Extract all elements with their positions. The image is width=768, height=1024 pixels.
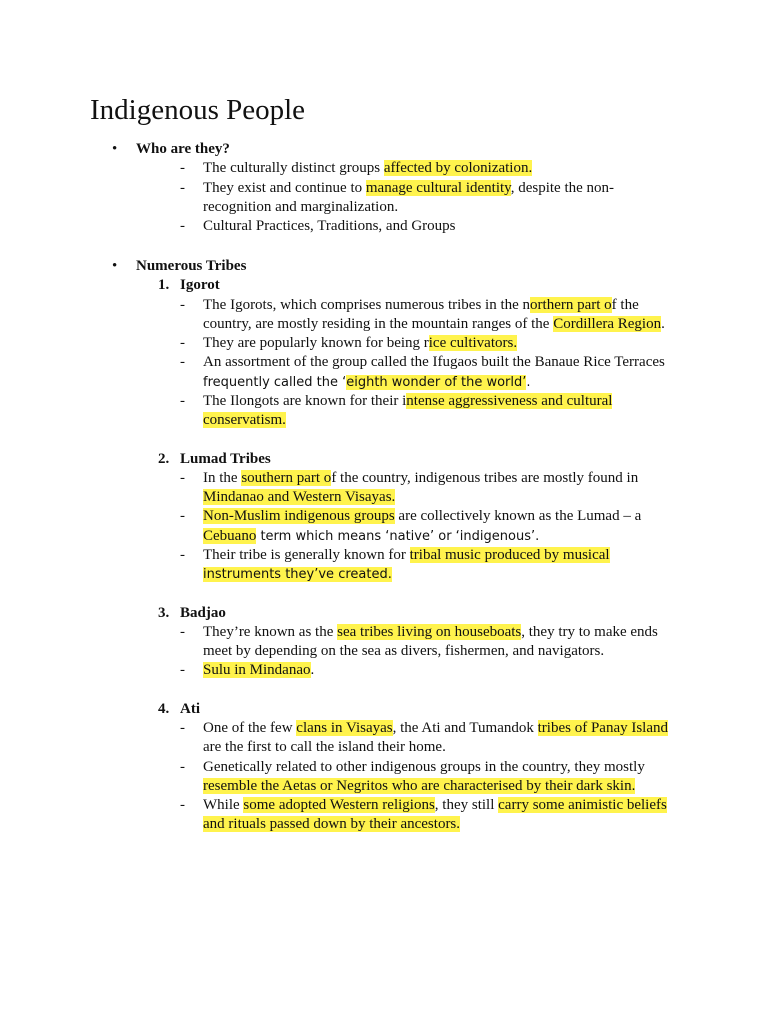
- section-heading-who: Who are they?: [136, 141, 230, 157]
- dash-icon: -: [180, 797, 185, 813]
- list-item: They exist and continue to manage cultural identity, despite the non-: [203, 180, 615, 196]
- dash-icon: -: [180, 470, 185, 486]
- tribe-heading-ati: Ati: [180, 701, 200, 717]
- list-item: An assortment of the group called the Ifugaos built the Banaue Rice Terraces: [203, 354, 665, 370]
- list-item: The Ilongots are known for their intense aggressiveness and cultural: [203, 393, 613, 409]
- list-item: They are popularly known for being rice cultivators.: [203, 335, 518, 351]
- list-item-continuation: conservatism.: [203, 412, 286, 428]
- list-item: The Igorots, which comprises numerous tribes in the northern part of the: [203, 297, 639, 313]
- dash-icon: -: [180, 662, 185, 678]
- list-number: 4.: [158, 701, 170, 717]
- dash-icon: -: [180, 218, 185, 234]
- list-item: Genetically related to other indigenous groups in the country, they mostly: [203, 759, 645, 775]
- dash-icon: -: [180, 759, 185, 775]
- list-item-continuation: country, are mostly residing in the mountain ranges of the Cordillera Region.: [203, 316, 665, 332]
- list-item-continuation: Cebuano term which means ‘native’ or ‘indigenous’.: [203, 528, 540, 544]
- tribe-heading-lumad: Lumad Tribes: [180, 451, 271, 467]
- dash-icon: -: [180, 180, 185, 196]
- dash-icon: -: [180, 547, 185, 563]
- list-number: 3.: [158, 605, 170, 621]
- dash-icon: -: [180, 354, 185, 370]
- bullet-icon: •: [112, 141, 118, 157]
- tribe-heading-igorot: Igorot: [180, 277, 220, 293]
- list-item-continuation: resemble the Aetas or Negritos who are characterised by their dark skin.: [203, 778, 636, 794]
- list-item: They’re known as the sea tribes living on houseboats, they try to make ends: [203, 624, 658, 640]
- list-number: 1.: [158, 277, 170, 293]
- list-item: Cultural Practices, Traditions, and Groups: [203, 218, 456, 234]
- list-item-continuation: meet by depending on the sea as divers, fishermen, and navigators.: [203, 643, 605, 659]
- dash-icon: -: [180, 624, 185, 640]
- dash-icon: -: [180, 393, 185, 409]
- list-item: The culturally distinct groups affected by colonization.: [203, 160, 533, 176]
- bullet-icon: •: [112, 258, 118, 274]
- list-item: Sulu in Mindanao.: [203, 662, 315, 678]
- list-item: One of the few clans in Visayas, the Ati and Tumandok tribes of Panay Island: [203, 720, 669, 736]
- list-item: Non-Muslim indigenous groups are collectively known as the Lumad – a: [203, 508, 642, 524]
- section-heading-tribes: Numerous Tribes: [136, 258, 247, 274]
- tribe-heading-badjao: Badjao: [180, 605, 226, 621]
- dash-icon: -: [180, 335, 185, 351]
- list-item-continuation: recognition and marginalization.: [203, 199, 399, 215]
- list-item-continuation: Mindanao and Western Visayas.: [203, 489, 396, 505]
- list-item-continuation: and rituals passed down by their ancestors.: [203, 816, 461, 832]
- dash-icon: -: [180, 297, 185, 313]
- dash-icon: -: [180, 160, 185, 176]
- list-item-continuation: instruments they’ve created.: [203, 567, 392, 582]
- list-number: 2.: [158, 451, 170, 467]
- page-title: Indigenous People: [90, 94, 306, 126]
- dash-icon: -: [180, 720, 185, 736]
- list-item-continuation: frequently called the ‘eighth wonder of the world’.: [203, 375, 531, 390]
- list-item: In the southern part of the country, indigenous tribes are mostly found in: [203, 470, 639, 486]
- list-item: While some adopted Western religions, they still carry some animistic beliefs: [203, 797, 667, 813]
- dash-icon: -: [180, 508, 185, 524]
- list-item-continuation: are the first to call the island their home.: [203, 739, 446, 755]
- list-item: Their tribe is generally known for tribal music produced by musical: [203, 547, 610, 563]
